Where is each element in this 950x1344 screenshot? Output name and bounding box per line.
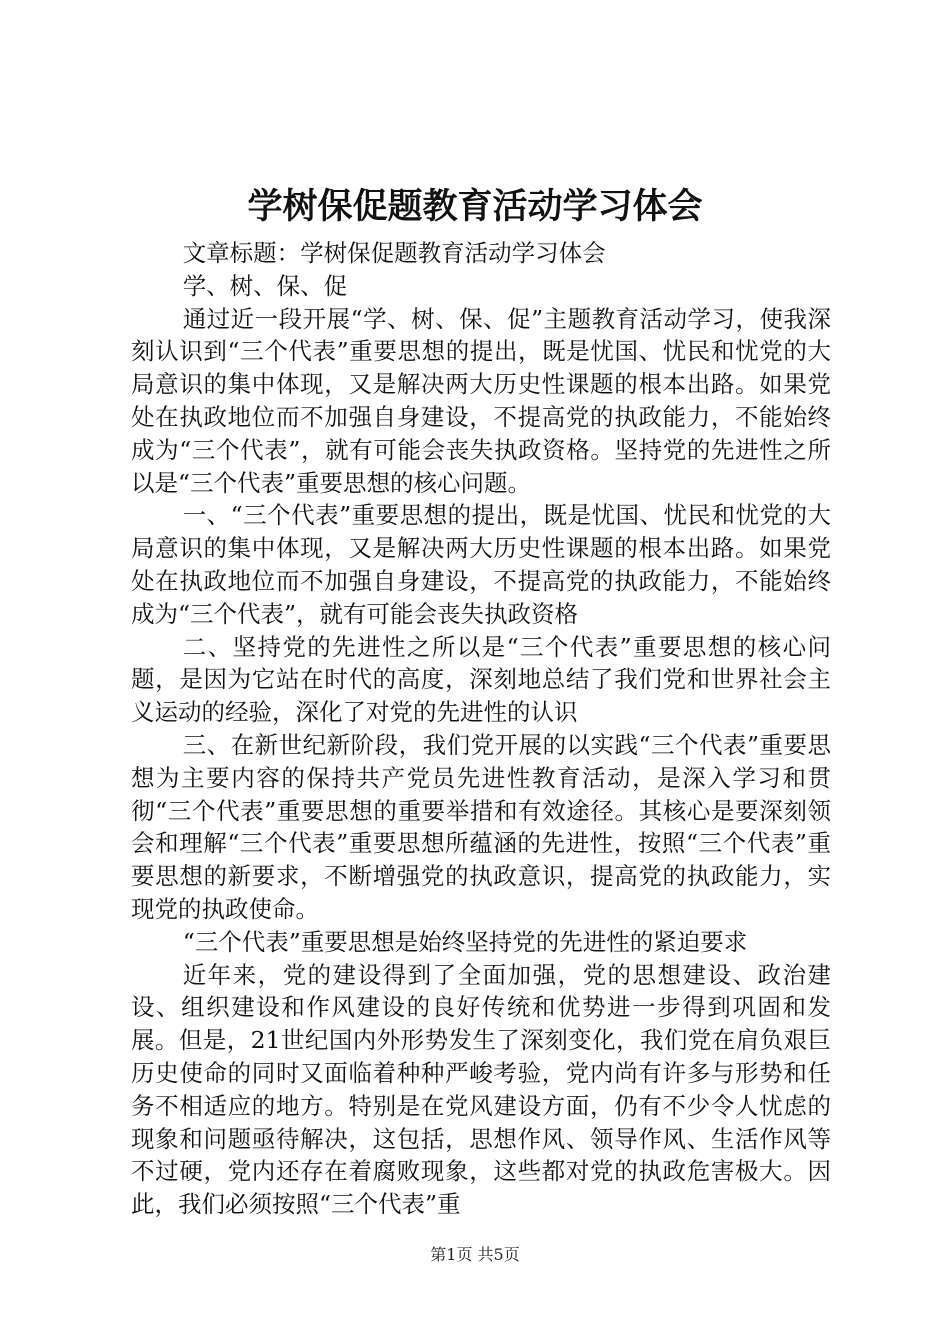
- paragraph: 二、坚持党的先进性之所以是“三个代表”重要思想的核心问题，是因为它站在时代的高度，深刻地总结了我们党和世界社会主义运动的经验，深化了对党的先进性的认识: [131, 632, 831, 727]
- paragraph: 通过近一段开展“学、树、保、促”主题教育活动学习，使我深刻认识到“三个代表”重要思想的提出，既是忧国、忧民和忧党的大局意识的集中体现，又是解决两大历史性课题的根本出路。如果党处在执政地位而不加强自身建设，不提高党的执政能力，不能始终成为“三个代表”，就有可能会丧失执政资格。坚持党的先进性之所以是“三个代表”重要思想的核心问题。: [131, 304, 831, 497]
- document-body: [131, 237, 831, 1221]
- section-heading: “三个代表”重要思想是始终坚持党的先进性的紧迫要求: [182, 927, 748, 956]
- article-title-line: 文章标题：学树保促题教育活动学习体会: [182, 239, 606, 267]
- page-number-footer: 第1页 共5页: [430, 1245, 520, 1264]
- paragraph: 三、在新世纪新阶段，我们党开展的以实践“三个代表”重要思想为主要内容的保持共产党员先进性教育活动，是深入学习和贯彻“三个代表”重要思想的重要举措和有效途径。其核心是要深刻领会和理解“三个代表”重要思想所蕴涵的先进性，按照“三个代表”重要思想的新要求，不断增强党的执政意识，提高党的执政能力，实现党的执政使命。: [131, 730, 831, 923]
- document-title: 学树保促题教育活动学习体会: [247, 186, 703, 227]
- paragraph: 近年来，党的建设得到了全面加强，党的思想建设、政治建设、组织建设和作风建设的良好传统和优势进一步得到巩固和发展。但是，21世纪国内外形势发生了深刻变化，我们党在肩负艰巨历史使命的同时又面临着种种严峻考验，党内尚有许多与形势和任务不相适应的地方。特别是在党风建设方面，仍有不少令人忧虑的现象和问题亟待解决，这包括，思想作风、领导作风、生活作风等不过硬，党内还存在着腐败现象，这些都对党的执政危害极大。因此，我们必须按照“三个代表”重: [131, 960, 831, 1219]
- paragraph: 一、“三个代表”重要思想的提出，既是忧国、忧民和忧党的大局意识的集中体现，又是解决两大历史性课题的根本出路。如果党处在执政地位而不加强自身建设，不提高党的执政能力，不能始终成为“三个代表”，就有可能会丧失执政资格: [131, 501, 831, 628]
- keywords-line: 学、树、保、促: [182, 271, 348, 300]
